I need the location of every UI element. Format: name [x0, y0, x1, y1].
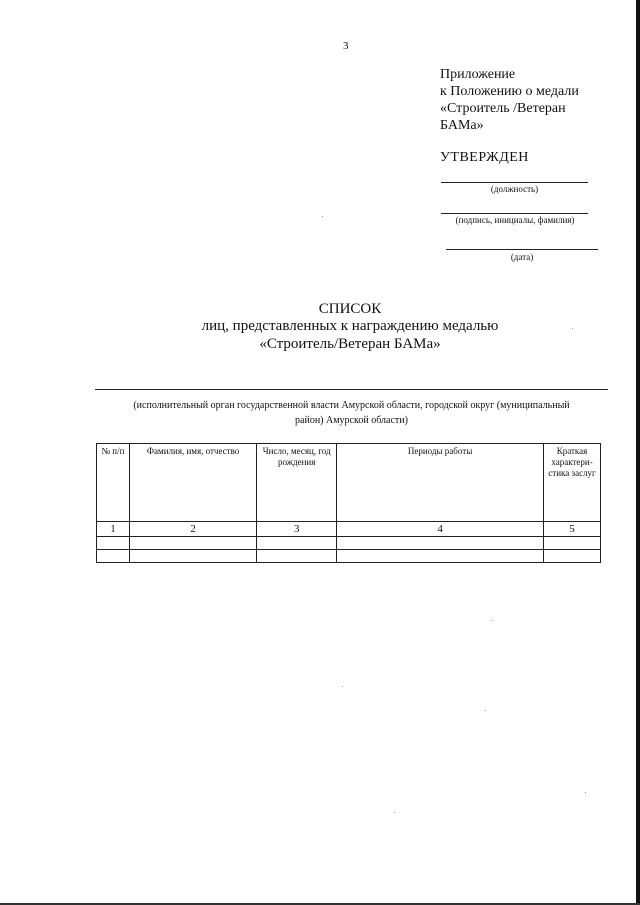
position-caption: (должность) — [490, 184, 539, 194]
appendix-line: к Положению о медали — [440, 84, 579, 99]
table-cell — [337, 537, 544, 550]
position-line — [441, 182, 588, 183]
column-numbers-row — [97, 522, 601, 537]
header-name: Фамилия, имя, отчество — [129, 444, 256, 522]
document-heading: СПИСОК — [318, 301, 382, 317]
scan-speck — [394, 812, 395, 813]
scan-edge-right — [636, 0, 640, 905]
table-row — [97, 537, 601, 550]
column-number: 5 — [544, 522, 601, 537]
table-row — [97, 550, 601, 563]
appendix-line: Приложение — [440, 67, 516, 82]
scan-speck — [342, 686, 343, 687]
organization-caption-line: район) Амурской области) — [295, 415, 408, 426]
table-cell — [257, 550, 337, 563]
signature-caption: (подпись, инициалы, фамилия) — [455, 215, 575, 225]
appendix-line: «Строитель /Ветеран — [440, 101, 566, 116]
signature-line — [441, 213, 588, 214]
table-cell — [544, 537, 601, 550]
document-subtitle: лиц, представленных к награждению медалью — [201, 318, 499, 334]
table-cell — [97, 550, 130, 563]
scan-speck — [485, 710, 486, 711]
approved-title: УТВЕРЖДЕН — [440, 150, 529, 165]
table-cell — [544, 550, 601, 563]
table-header-row — [97, 444, 601, 522]
header-work-periods: Периоды работы — [337, 444, 544, 522]
page-number: 3 — [343, 40, 349, 52]
date-line — [446, 249, 598, 250]
scan-speck — [585, 792, 586, 793]
table-cell — [129, 537, 256, 550]
appendix-line: БАМа» — [440, 118, 484, 133]
medal-name: «Строитель/Ветеран БАМа» — [259, 336, 441, 352]
column-number: 3 — [257, 522, 337, 537]
awardees-table — [96, 443, 601, 563]
table-cell — [129, 550, 256, 563]
organization-caption-line: (исполнительный орган государственной власти Амурской области, городской округ (муниципальный — [133, 400, 570, 411]
scan-speck — [322, 216, 323, 217]
header-merits: Краткая характери-стика заслуг — [544, 444, 601, 522]
table-cell — [257, 537, 337, 550]
column-number: 1 — [97, 522, 130, 537]
date-caption: (дата) — [510, 252, 534, 262]
appendix-note — [440, 66, 620, 134]
organization-caption — [95, 398, 608, 428]
column-number: 2 — [129, 522, 256, 537]
organization-line — [95, 389, 608, 390]
table-cell — [337, 550, 544, 563]
scan-speck — [572, 328, 573, 329]
scan-speck — [492, 620, 493, 621]
table-cell — [97, 537, 130, 550]
header-number: № п/п — [97, 444, 130, 522]
column-number: 4 — [337, 522, 544, 537]
header-birth-date: Число, месяц, год рождения — [257, 444, 337, 522]
